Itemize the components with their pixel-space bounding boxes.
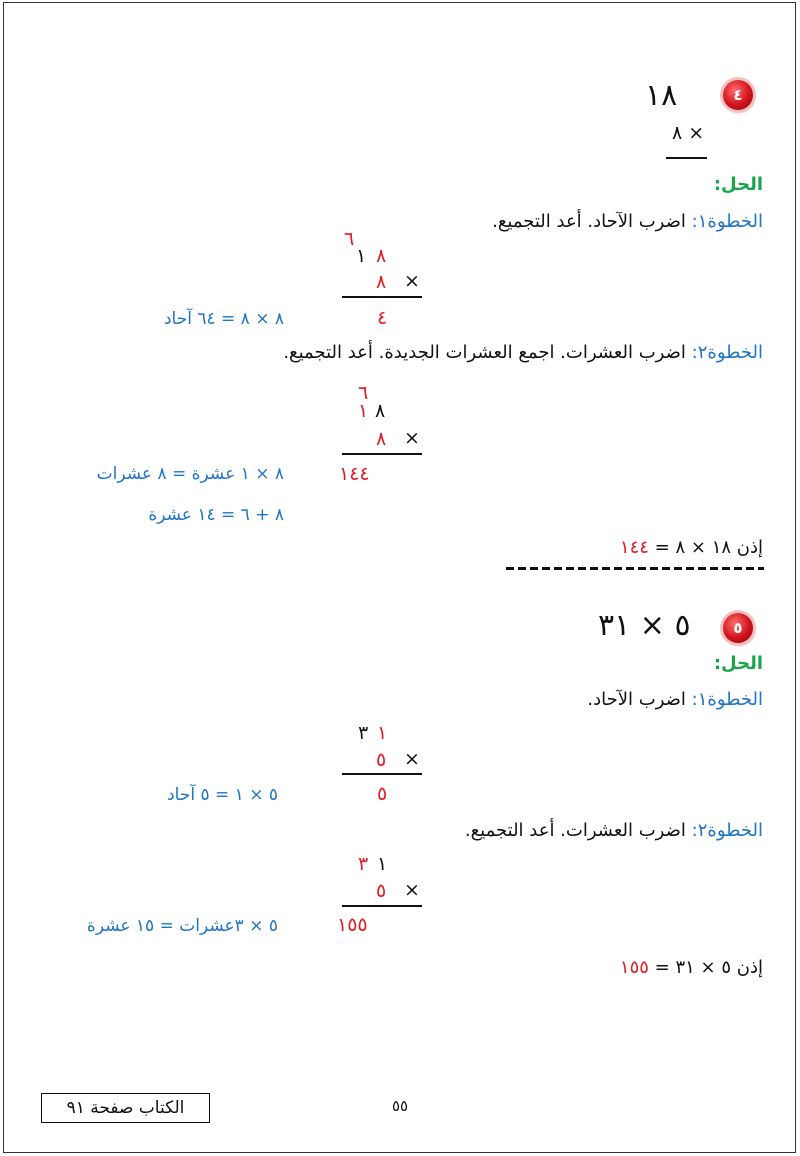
problem-5-step-1 [587, 689, 763, 710]
problem-4-step-2-top-ones: ٨ [375, 400, 386, 422]
page-number: ٥٥ [392, 1097, 409, 1115]
problem-4-step-2-multiplier: ٨ [376, 428, 387, 450]
problem-4-step-1-top-tens: ١ [356, 245, 367, 267]
problem-5-answer-value: ١٥٥ [619, 957, 649, 978]
problem-4-step-2-label: الخطوة٢: [691, 342, 763, 363]
problem-4-step-1-text: اضرب الآحاد. أعد التجميع. [492, 211, 686, 232]
problem-5-step-2-top-tens: ٣ [358, 853, 369, 875]
problem-4-answer [620, 537, 763, 558]
problem-5-answer [620, 957, 763, 978]
problem-4-badge: ٤ [723, 80, 753, 110]
problem-4-step-1-times: × [404, 270, 420, 292]
problem-5-step-2 [465, 820, 763, 841]
problem-4-step-1-result: ٤ [377, 307, 388, 329]
problem-5-step-1-label: الخطوة١: [691, 689, 763, 710]
problem-4-step-2-text: اضرب العشرات. اجمع العشرات الجديدة. أعد التجميع. [283, 342, 686, 363]
problem-5-step-1-multiplier: ٥ [376, 749, 387, 771]
section-separator [506, 567, 764, 570]
problem-5-step-2-text: اضرب العشرات. أعد التجميع. [464, 820, 686, 841]
book-page-reference: الكتاب صفحة ٩١ [41, 1093, 210, 1123]
problem-4-step-1-note: ٨ × ٨ = ٦٤ آحاد [163, 309, 284, 329]
problem-5-badge: ٥ [723, 613, 753, 643]
problem-4-step-1-multiplier: ٨ [376, 271, 387, 293]
problem-5-step-1-note: ٥ × ١ = ٥ آحاد [167, 785, 278, 805]
problem-4-step-1-top-ones: ٨ [376, 245, 387, 267]
problem-4-step-2-note-1: ٨ × ١ عشرة = ٨ عشرات [96, 464, 284, 484]
problem-5-step-2-label: الخطوة٢: [691, 820, 763, 841]
problem-5-solution-label: الحل: [713, 653, 763, 674]
problem-5-step-1-result: ٥ [377, 783, 388, 805]
problem-5-step-1-text: اضرب الآحاد. [587, 689, 686, 710]
problem-4-step-2-rule [342, 453, 422, 455]
problem-4-step-2 [283, 342, 763, 363]
problem-4-step-1-label: الخطوة١: [691, 211, 763, 232]
problem-4-step-1-carry: ٦ [344, 228, 355, 250]
page-frame [3, 2, 796, 1153]
problem-4-step-2-times: × [404, 427, 420, 449]
problem-4-rule [666, 157, 707, 159]
problem-5-step-1-top-tens: ٣ [358, 722, 369, 744]
problem-4-step-2-result [339, 463, 370, 485]
problem-4-step-2-result-value: ١٤٤ [339, 463, 370, 485]
problem-4-bottom-operand: ٨ × [672, 122, 705, 144]
problem-4-answer-value: ١٤٤ [619, 537, 649, 558]
problem-5-expression: ٥ × ٣١ [598, 608, 691, 643]
problem-4-solution-label: الحل: [713, 174, 763, 195]
problem-5-answer-prefix: إذن ٥ × ٣١ = [654, 957, 763, 978]
problem-5-step-1-rule [342, 773, 422, 775]
problem-5-step-2-rule [342, 905, 422, 907]
problem-5-step-1-times: × [404, 748, 420, 770]
problem-4-step-1-rule [342, 296, 422, 298]
problem-4-answer-prefix: إذن ١٨ × ٨ = [654, 537, 763, 558]
problem-5-step-2-top-ones: ١ [377, 853, 388, 875]
problem-5-step-2-result: ١٥٥ [337, 914, 368, 936]
problem-5-step-2-note: ٥ × ٣عشرات = ١٥ عشرة [86, 916, 278, 936]
problem-5-step-2-times: × [404, 879, 420, 901]
problem-4-top-operand: ١٨ [645, 78, 678, 113]
problem-5-step-2-multiplier: ٥ [376, 880, 387, 902]
problem-4-step-2-note-2: ٨ + ٦ = ١٤ عشرة [148, 505, 284, 525]
problem-5-step-1-top-ones: ١ [377, 722, 388, 744]
problem-4-step-1 [492, 211, 763, 232]
problem-4-step-2-top-tens: ١ [358, 400, 369, 422]
problem-4-step-2-carry: ٦ [358, 382, 369, 404]
